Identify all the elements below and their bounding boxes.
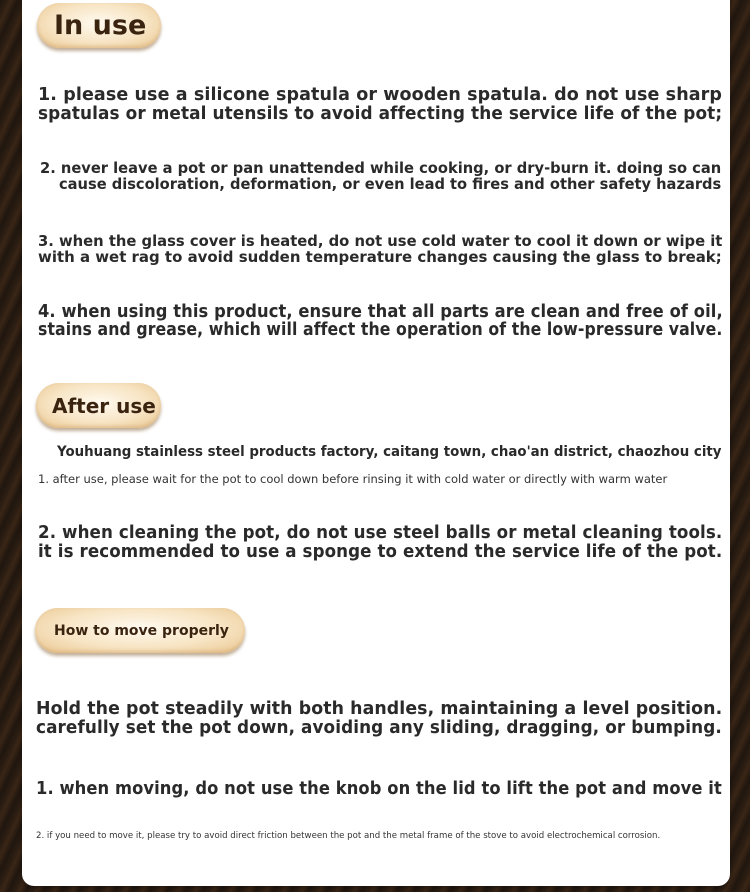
content-card	[22, 0, 730, 886]
in-use-item-1-line-1: 1. please use a silicone spatula or wooden spatula. do not use sharp	[38, 85, 723, 105]
in-use-item-4-line-2: stains and grease, which will affect the operation of the low-pressure valve.	[38, 320, 723, 340]
in-use-item-3-line-2: with a wet rag to avoid sudden temperature changes causing the glass to break;	[38, 248, 722, 266]
move-intro-line-1: Hold the pot steadily with both handles, maintaining a level position.	[36, 699, 723, 719]
move-heading	[35, 608, 245, 653]
in-use-item-2-line-1: 2. never leave a pot or pan unattended while cooking, or dry-burn it. doing so can	[40, 159, 722, 177]
in-use-heading-label: In use	[54, 10, 147, 41]
in-use-item-4-line-1: 4. when using this product, ensure that all parts are clean and free of oil,	[38, 302, 723, 322]
in-use-item-2-line-2: cause discoloration, deformation, or even lead to fires and other safety hazards	[59, 175, 722, 193]
in-use-heading	[37, 3, 161, 48]
move-intro-line-2: carefully set the pot down, avoiding any sliding, dragging, or bumping.	[36, 718, 722, 738]
after-use-item-1: 1. after use, please wait for the pot to cool down before rinsing it with cold water or directly with warm water	[38, 472, 668, 486]
in-use-item-1-line-2: spatulas or metal utensils to avoid affecting the service life of the pot;	[38, 104, 723, 124]
move-item-1: 1. when moving, do not use the knob on the lid to lift the pot and move it	[36, 779, 722, 799]
move-heading-label: How to move properly	[54, 622, 229, 639]
after-use-heading	[36, 383, 161, 428]
after-use-item-2-line-1: 2. when cleaning the pot, do not use steel balls or metal cleaning tools.	[38, 523, 723, 543]
after-use-item-2-line-2: it is recommended to use a sponge to extend the service life of the pot.	[38, 542, 723, 562]
in-use-item-3-line-1: 3. when the glass cover is heated, do not use cold water to cool it down or wipe it	[38, 232, 723, 250]
factory-address: Youhuang stainless steel products factory, caitang town, chao'an district, chaozhou city	[57, 444, 722, 460]
move-item-2: 2. if you need to move it, please try to avoid direct friction between the pot and the metal frame of the stove to avoid electrochemical corrosion.	[36, 831, 661, 841]
after-use-heading-label: After use	[52, 393, 156, 418]
